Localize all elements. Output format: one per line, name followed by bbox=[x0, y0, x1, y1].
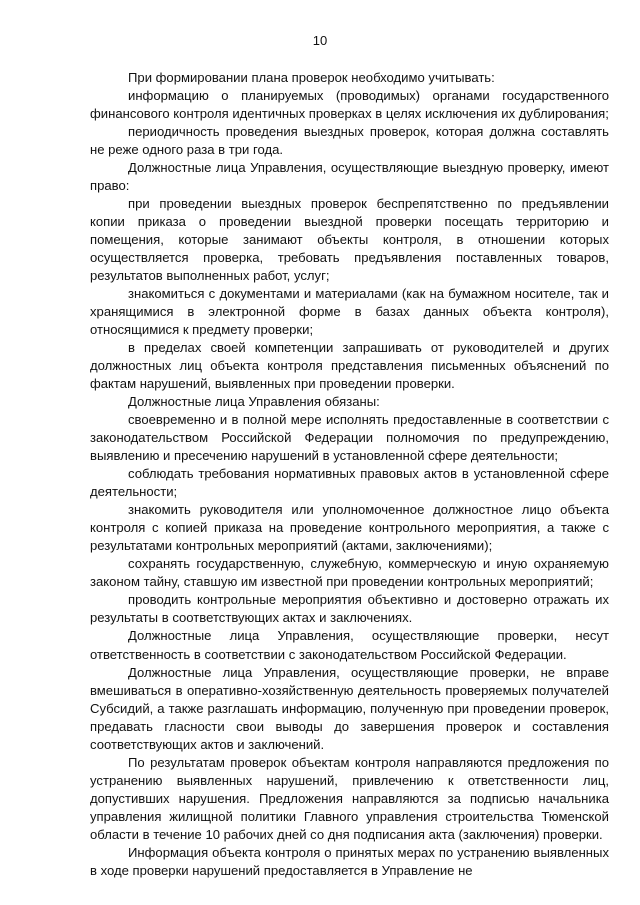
paragraph: Должностные лица Управления, осуществляющие проверки, не вправе вмешиваться в оперативно-хозяйственную деятельность проверяемых получателей Субсидий, а также разглашать информацию, полученную при проведении проверок, предавать гласности свои выводы до завершения проверок и составления соответствующих актов и заключений. bbox=[90, 664, 609, 752]
paragraph: Должностные лица Управления, осуществляющие выездную проверку, имеют право: bbox=[90, 160, 609, 194]
paragraph: проводить контрольные мероприятия объективно и достоверно отражать их результаты в соответствующих актах и заключениях. bbox=[90, 592, 609, 626]
paragraph: в пределах своей компетенции запрашивать от руководителей и других должностных лиц объекта контроля представления письменных объяснений по фактам нарушений, выявленных при проведении проверки. bbox=[90, 340, 609, 392]
paragraph: При формировании плана проверок необходимо учитывать: bbox=[128, 70, 495, 85]
paragraph: Должностные лица Управления, осуществляющие проверки, несут ответственность в соответствии с законодательством Российской Федерации. bbox=[90, 628, 609, 662]
page-number: 10 bbox=[312, 33, 328, 48]
paragraph: соблюдать требования нормативных правовых актов в установленной сфере деятельности; bbox=[90, 466, 609, 500]
paragraph: сохранять государственную, служебную, коммерческую и иную охраняемую законом тайну, ставшую им известной при проведении контрольных мероприятий; bbox=[90, 556, 609, 590]
paragraph: своевременно и в полной мере исполнять предоставленные в соответствии с законодательством Российской Федерации полномочия по предупреждению, выявлению и пресечению нарушений в установленной сфере деятельности; bbox=[90, 412, 609, 464]
paragraph: при проведении выездных проверок беспрепятственно по предъявлении копии приказа о проведении выездной проверки посещать территорию и помещения, которые занимают объекты контроля, в отношении которых осуществляется проверка, требовать предъявления поставленных товаров, результатов выполненных работ, услуг; bbox=[90, 196, 609, 284]
paragraph: Информация объекта контроля о принятых мерах по устранению выявленных в ходе проверки нарушений предоставляется в Управление не bbox=[90, 844, 609, 878]
paragraph: Должностные лица Управления обязаны: bbox=[128, 394, 380, 410]
document-body bbox=[90, 69, 609, 880]
paragraph: По результатам проверок объектам контроля направляются предложения по устранению выявленных нарушений, привлечению к ответственности лиц, допустивших нарушения. Предложения направляются за подписью начальника управления жилищной политики Главного управления строительства Тюменской области в течение 10 рабочих дней со дня подписания акта (заключения) проверки. bbox=[90, 754, 609, 842]
paragraph: периодичность проведения выездных проверок, которая должна составлять не реже одного раза в три года. bbox=[90, 124, 609, 158]
paragraph: информацию о планируемых (проводимых) органами государственного финансового контроля идентичных проверках в целях исключения их дублирования; bbox=[90, 88, 609, 122]
paragraph: знакомиться с документами и материалами (как на бумажном носителе, так и хранящимися в электронной форме в базах данных объекта контроля), относящимися к предмету проверки; bbox=[90, 286, 609, 338]
paragraph: знакомить руководителя или уполномоченное должностное лицо объекта контроля с копией приказа на проведение контрольного мероприятия, а также с результатами контрольных мероприятий (актами, заключениями); bbox=[90, 502, 609, 554]
